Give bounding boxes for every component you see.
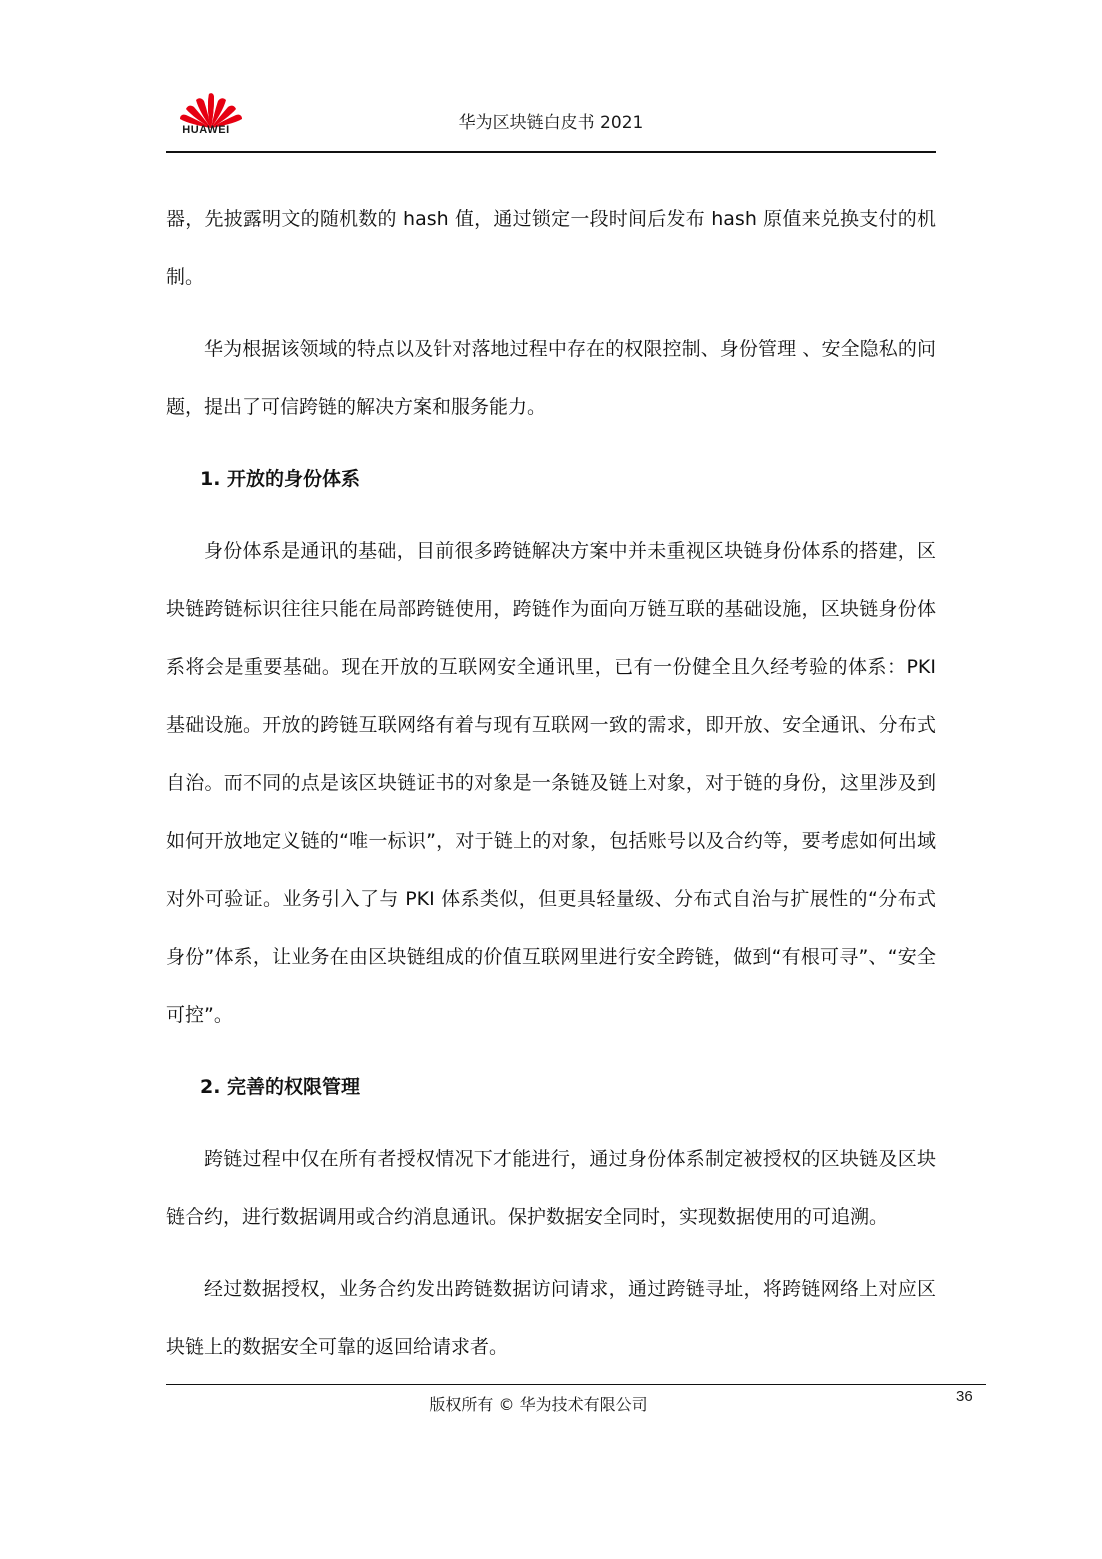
paragraph-identity-system: 身份体系是通讯的基础，目前很多跨链解决方案中并未重视区块链身份体系的搭建，区块链跨链标识往往只能在局部跨链使用，跨链作为面向万链互联的基础设施，区块链身份体系将会是重要基础。现在开放的互联网安全通讯里，已有一份健全且久经考验的体系：PKI 基础设施。开放的跨链互联网络有着与现有互联网一致的需求，即开放、安全通讯、分布式自治。而不同的点是该区块链证书的对象是一条链及链上对象，对于链的身份，这里涉及到如何开放地定义链的“唯一标识”，对于链上的对象，包括账号以及合约等，要考虑如何出域对外可验证。业务引入了与 PKI 体系类似，但更具轻量级、分布式自治与扩展性的“分布式身份”体系，让业务在由区块链组成的价值互联网里进行安全跨链，做到“有根可寻”、“安全可控”。	[166, 540, 936, 1026]
copyright-notice: 版权所有 © 华为技术有限公司	[429, 1395, 648, 1414]
paragraph-gap	[166, 436, 936, 450]
paragraph-permission-management: 跨链过程中仅在所有者授权情况下才能进行，通过身份体系制定被授权的区块链及区块链合约，进行数据调用或合约消息通讯。保护数据安全同时，实现数据使用的可追溯。	[166, 1148, 936, 1228]
document-title: 华为区块链白皮书 2021	[458, 113, 644, 133]
paragraph-gap	[166, 508, 936, 522]
page-header	[166, 80, 936, 152]
paragraph-gap	[166, 1116, 936, 1130]
section-heading-identity: 1. 开放的身份体系	[200, 468, 361, 490]
paragraph-gap	[166, 1044, 936, 1058]
footer-divider	[166, 1384, 986, 1385]
page-content	[166, 190, 936, 1376]
paragraph-gap	[166, 1246, 936, 1260]
paragraph-huawei-solution: 华为根据该领域的特点以及针对落地过程中存在的权限控制、身份管理 、安全隐私的问题，提出了可信跨链的解决方案和服务能力。	[166, 338, 936, 418]
paragraph-gap	[166, 306, 936, 320]
paragraph-continued: 器，先披露明文的随机数的 hash 值，通过锁定一段时间后发布 hash 原值来兑换支付的机制。	[166, 208, 936, 288]
page-number: 36	[956, 1388, 973, 1405]
logo-wordmark: HUAWEI	[182, 124, 230, 136]
section-heading-permission: 2. 完善的权限管理	[200, 1076, 361, 1098]
header-divider	[166, 151, 936, 153]
paragraph-data-authorization: 经过数据授权，业务合约发出跨链数据访问请求，通过跨链寻址，将跨链网络上对应区块链上的数据安全可靠的返回给请求者。	[166, 1278, 936, 1358]
